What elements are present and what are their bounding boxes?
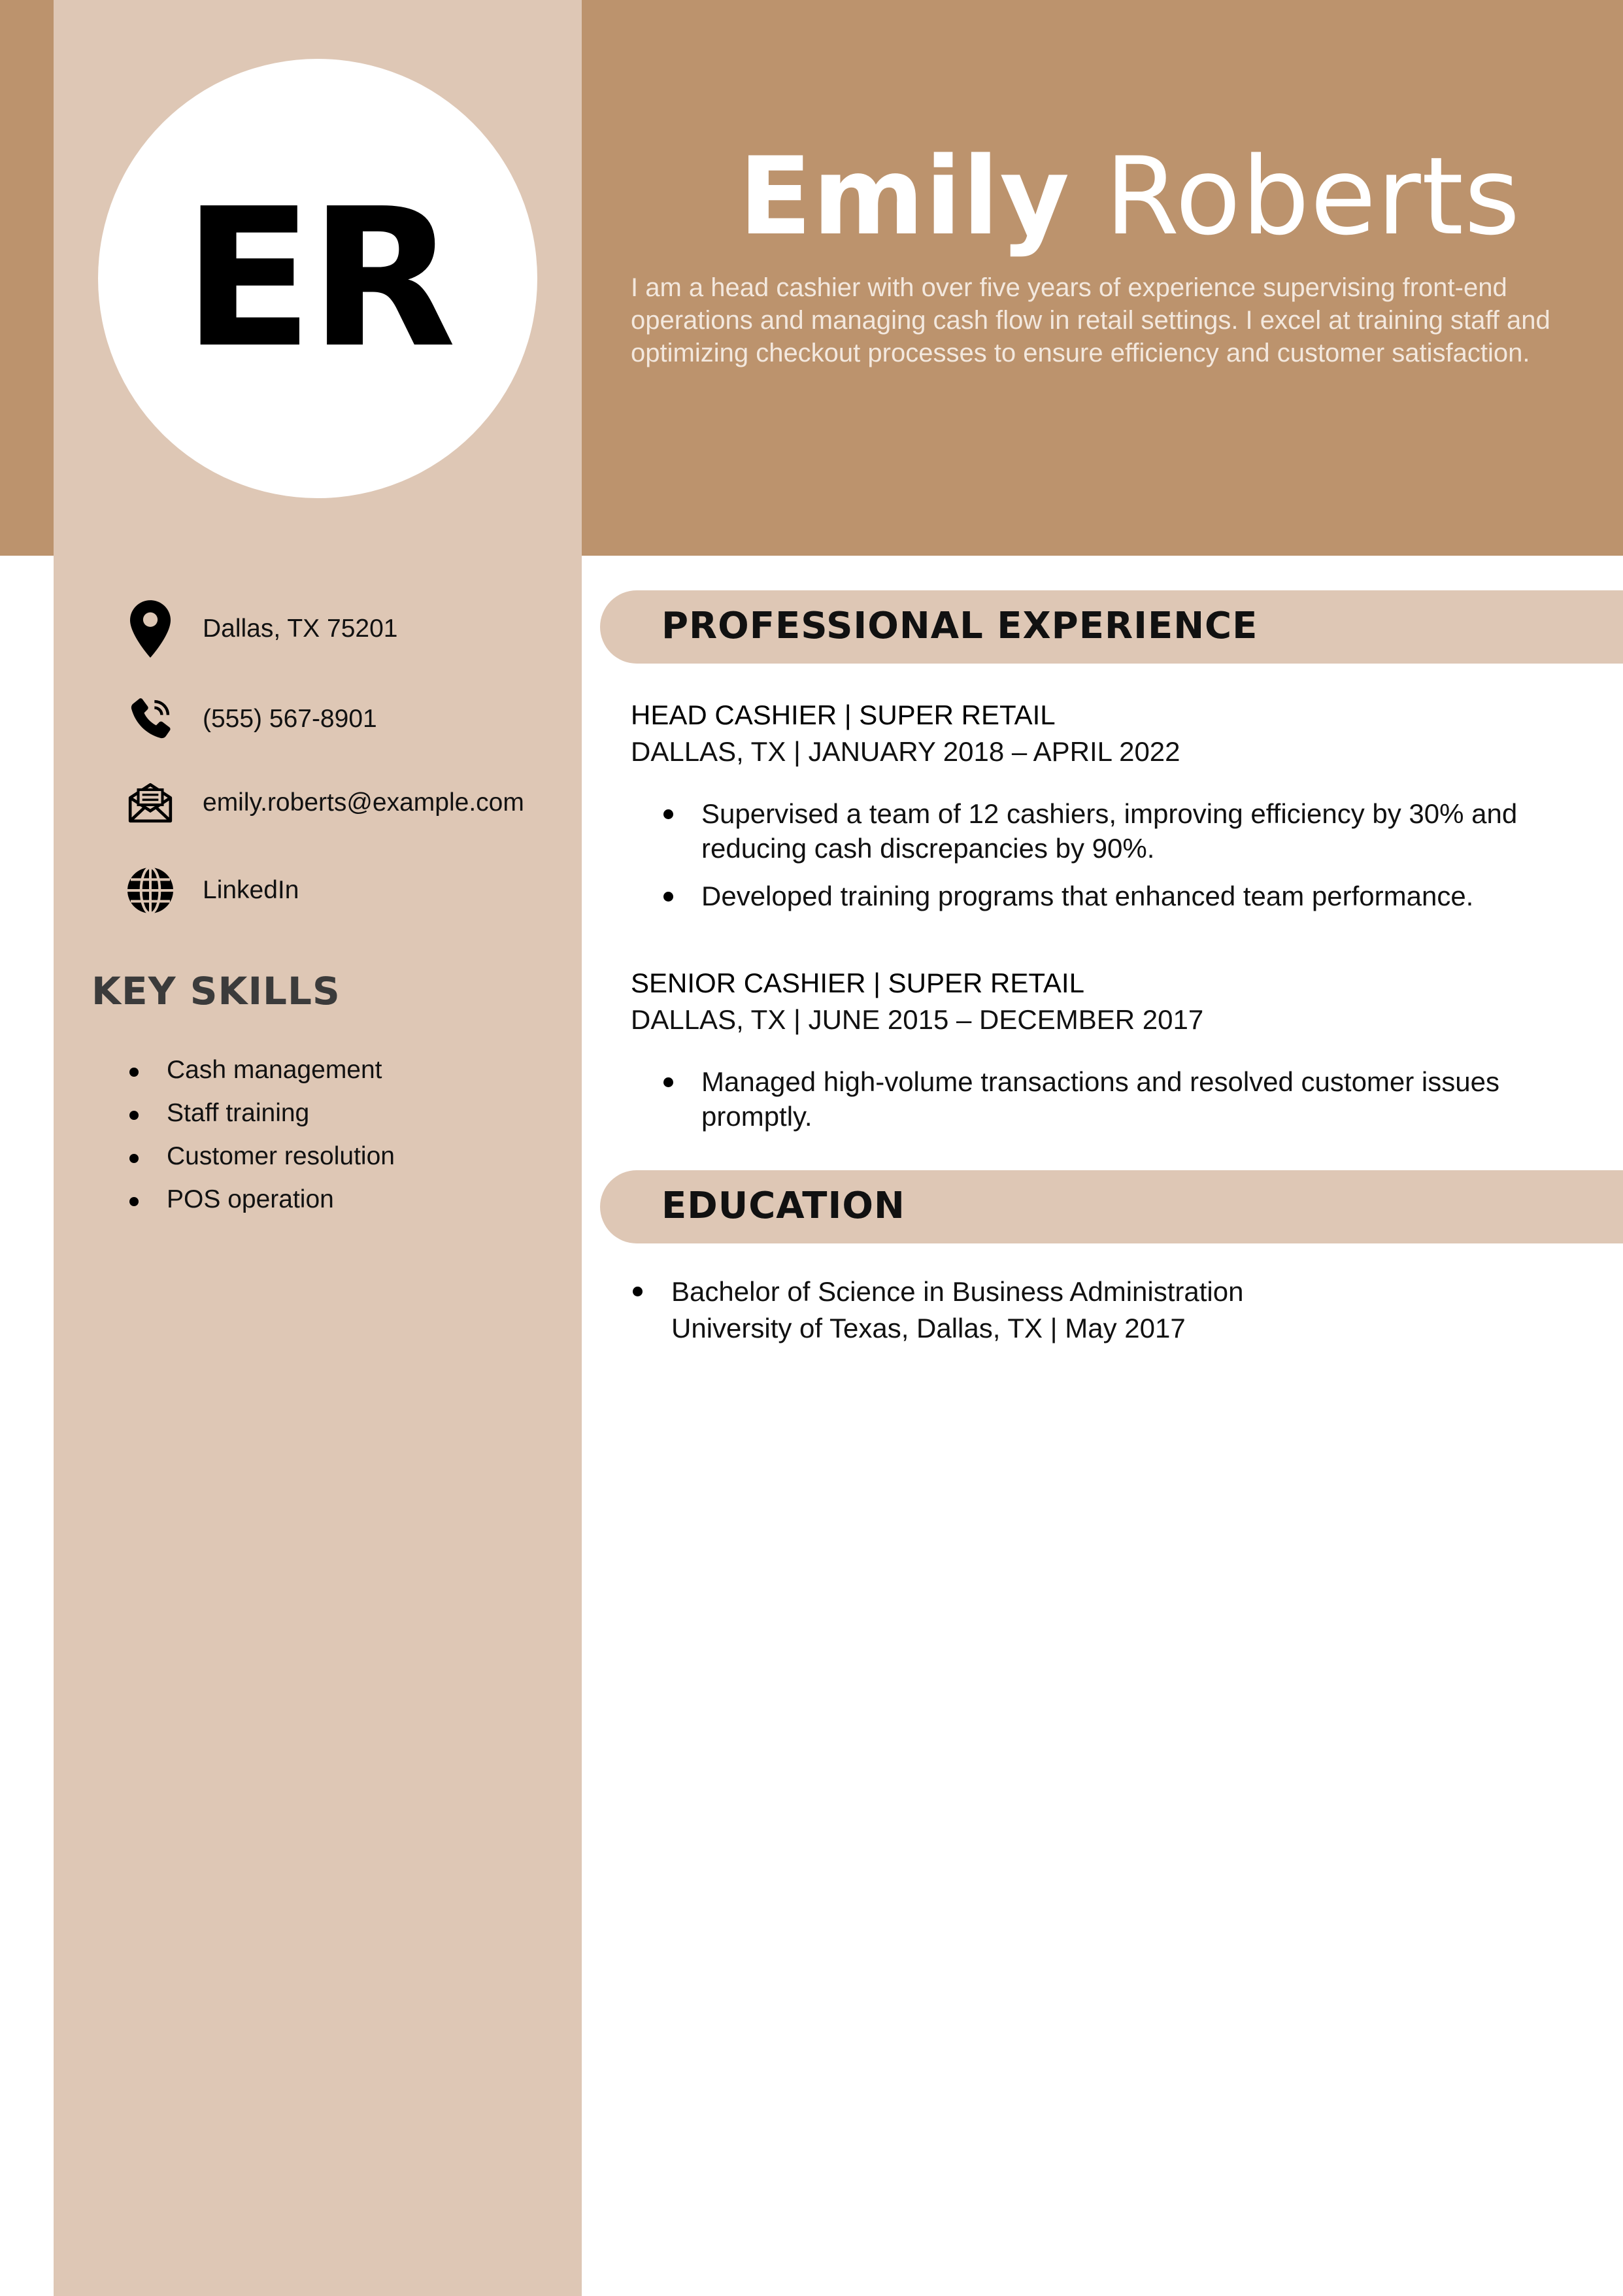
list-item: Customer resolution	[124, 1135, 395, 1178]
globe-icon	[124, 864, 176, 917]
bullet-dot	[633, 1287, 643, 1296]
phone-icon	[124, 693, 176, 745]
email-text[interactable]: emily.roberts@example.com	[203, 788, 524, 817]
skills-heading: KEY SKILLS	[92, 969, 341, 1013]
skills-list	[124, 1049, 395, 1221]
first-name: Emily	[739, 134, 1071, 259]
school: University of Texas, Dallas, TX | May 2017	[671, 1313, 1186, 1343]
list-item: Developed training programs that enhanced team performance.	[631, 879, 1585, 913]
monogram-text: ER	[182, 167, 453, 390]
linkedin-link[interactable]: LinkedIn	[203, 876, 299, 904]
contact-email	[124, 777, 569, 829]
job-meta: DALLAS, TX | JUNE 2015 – DECEMBER 2017	[631, 1004, 1204, 1035]
envelope-icon	[124, 777, 176, 829]
contact-phone	[124, 693, 569, 745]
last-name: Roberts	[1105, 134, 1521, 259]
job-bullets	[631, 1064, 1585, 1147]
list-item: POS operation	[124, 1178, 395, 1221]
job-meta: DALLAS, TX | JANUARY 2018 – APRIL 2022	[631, 736, 1180, 767]
list-item: Cash management	[124, 1049, 395, 1092]
degree: Bachelor of Science in Business Administration	[671, 1276, 1244, 1307]
education-entry	[631, 1274, 1585, 1347]
candidate-name	[739, 134, 1520, 259]
contact-linkedin	[124, 864, 569, 917]
list-item: Staff training	[124, 1092, 395, 1135]
phone-text[interactable]: (555) 567-8901	[203, 705, 377, 733]
map-pin-icon	[124, 603, 176, 655]
contact-location	[124, 603, 569, 655]
job-bullets	[631, 796, 1585, 926]
experience-heading: PROFESSIONAL EXPERIENCE	[661, 605, 1258, 647]
job-title: HEAD CASHIER | SUPER RETAIL	[631, 700, 1056, 730]
location-text: Dallas, TX 75201	[203, 615, 398, 643]
profile-summary: I am a head cashier with over five years of experience supervising front-end operations and managing cash flow in retail settings. I excel at training staff and optimizing checkout processes to ensure efficiency and customer satisfaction.	[631, 273, 1550, 367]
job-title: SENIOR CASHIER | SUPER RETAIL	[631, 968, 1084, 998]
list-item: Managed high-volume transactions and resolved customer issues promptly.	[631, 1064, 1585, 1134]
header-band-left	[0, 0, 54, 556]
education-heading: EDUCATION	[661, 1185, 905, 1227]
list-item: Supervised a team of 12 cashiers, improving efficiency by 30% and reducing cash discrepancies by 90%.	[631, 796, 1585, 866]
monogram-circle	[98, 59, 537, 498]
